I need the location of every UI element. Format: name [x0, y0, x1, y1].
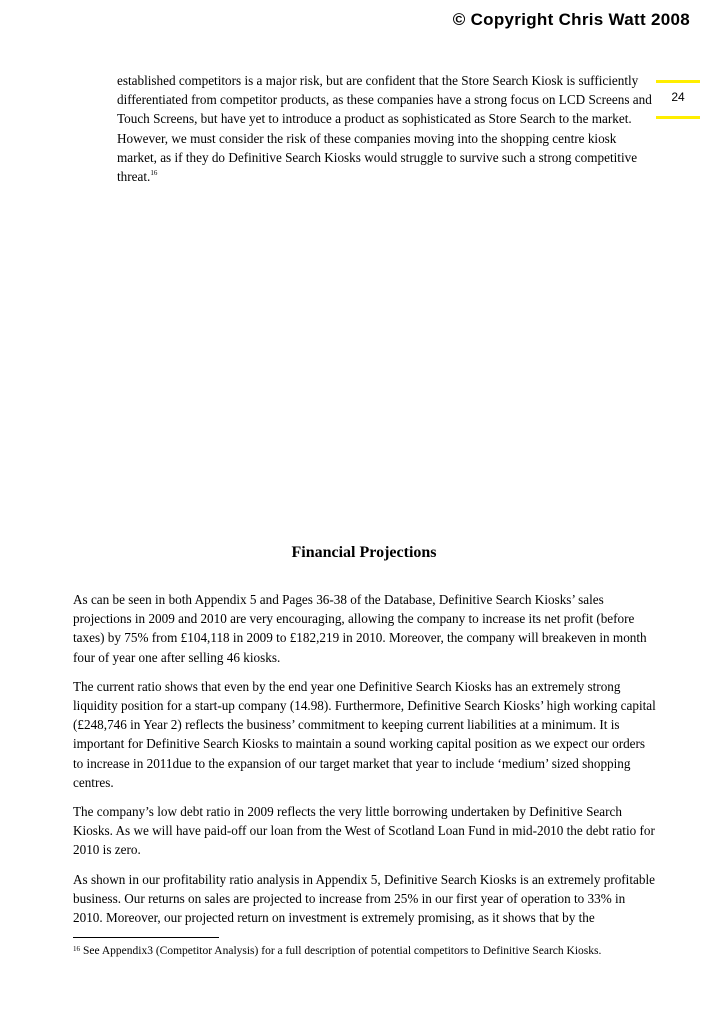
continued-paragraph-text: established competitors is a major risk, but are confident that the Store Search Kiosk is sufficiently differentiated from competitor products, as these companies have a strong focus on LCD Screens and Touch Screens, but have yet to introduce a product as sophisticated as Store Search to the market. However, we must consider the risk of these companies moving into the shopping centre kiosk market, as if they do Definitive Search Kiosks would struggle to survive such a strong competitive threat.	[117, 73, 652, 185]
page-marker-bottom-bar	[656, 116, 700, 119]
footnote	[73, 941, 673, 959]
page-number-marker	[656, 80, 700, 120]
body-paragraph: As can be seen in both Appendix 5 and Pages 36-38 of the Database, Definitive Search Kiosks’ sales projections in 2009 and 2010 are very encouraging, allowing the company to increase its net profit (before taxes) by 75% from £104,118 in 2009 to £182,219 in 2010. Moreover, the company will breakeven in month four of year one after selling 46 kiosks.	[73, 592, 647, 665]
page-number: 24	[671, 90, 685, 104]
footnote-divider	[73, 937, 219, 938]
footnote-reference: 16	[150, 169, 158, 178]
footnote-number: 16	[73, 945, 80, 953]
copyright-notice: © Copyright Chris Watt 2008	[452, 10, 690, 29]
continued-paragraph-block	[117, 71, 657, 186]
section-body	[73, 590, 657, 937]
body-paragraph: The current ratio shows that even by the end year one Definitive Search Kiosks has an extremely strong liquidity position for a start-up company (14.98). Furthermore, Definitive Search Kiosks’ high working capital (£248,746 in Year 2) reflects the business’ commitment to keeping current liabilities at a minimum. It is important for Definitive Search Kiosks to maintain a sound working capital position as we expect our orders to increase in 2011due to the expansion of our target market that year to include ‘medium’ sized shopping centres.	[73, 678, 656, 790]
body-paragraph: The company’s low debt ratio in 2009 reflects the very little borrowing undertaken by Definitive Search Kiosks. As we will have paid-off our loan from the West of Scotland Loan Fund in mid-2010 the debt ratio for 2010 is zero.	[73, 804, 655, 858]
section-heading: Financial Projections	[291, 544, 437, 561]
footnote-text: See Appendix3 (Competitor Analysis) for a full description of potential competitors to Definitive Search Kiosks.	[83, 945, 602, 957]
continued-paragraph	[117, 71, 657, 186]
body-paragraph: As shown in our profitability ratio analysis in Appendix 5, Definitive Search Kiosks is an extremely profitable business. Our returns on sales are projected to increase from 25% in our first year of operation to 33% in 2010. Moreover, our projected return on investment is extremely promising, as it shows that by the	[73, 871, 655, 926]
page-marker-top-bar	[656, 80, 700, 83]
